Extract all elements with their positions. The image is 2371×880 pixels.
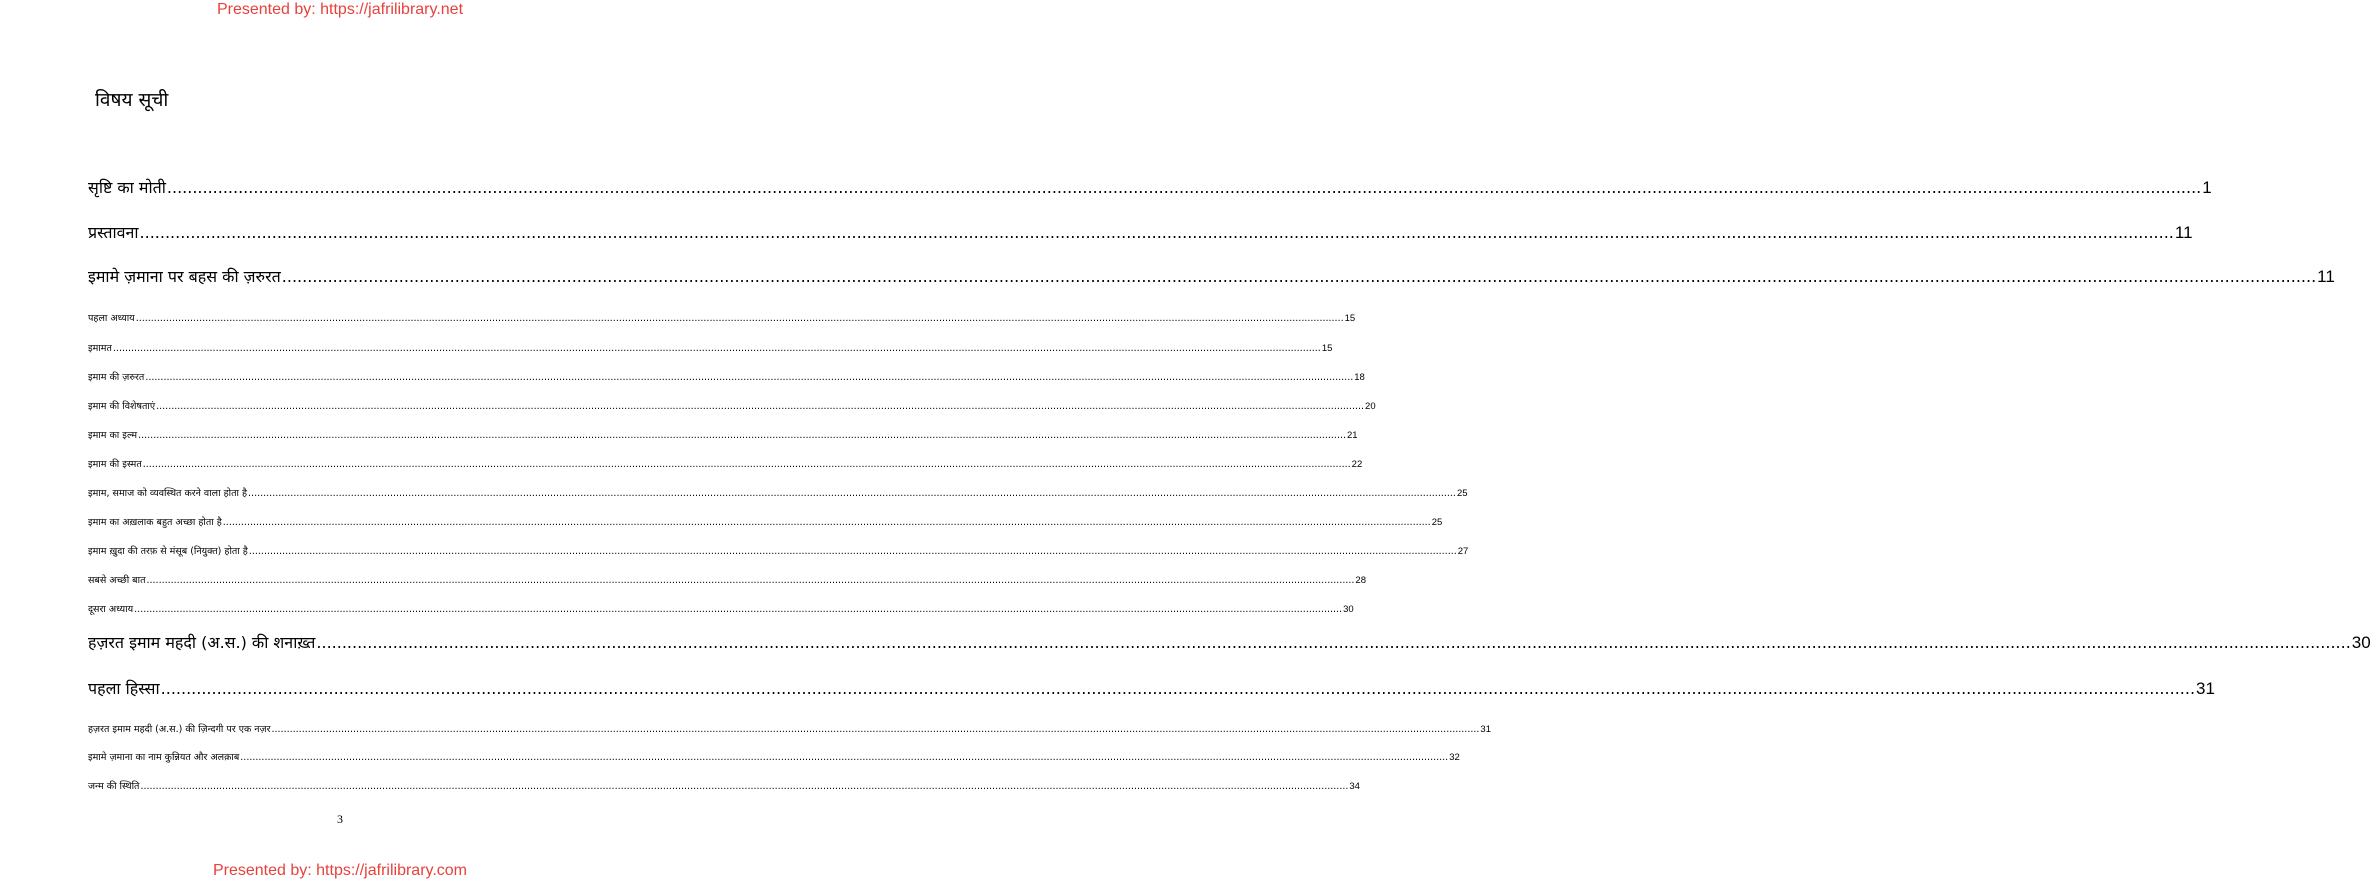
- toc-leader-dots: ................................................................................................................................................................................................................................................................................................................................................................................................................: [145, 372, 1354, 383]
- toc-entry: [88, 515, 1443, 528]
- toc-entry-page: 1: [2202, 178, 2212, 197]
- watermark-bottom: Presented by: https://jafrilibrary.com: [212, 862, 468, 879]
- toc-entry-page: 28: [1355, 575, 1366, 586]
- toc-entry: [88, 311, 1356, 324]
- toc-leader-dots: ................................................................................................................................................................................................................................................................................................................................................................................................................: [138, 430, 1347, 441]
- toc-entry-title: इमामे ज़माना पर बहस की ज़रुरत: [88, 267, 281, 286]
- toc-leader-dots: ................................................................................................................................................................................................................................................................................................................................................................................................................: [142, 459, 1351, 470]
- toc-entry-page: 27: [1457, 546, 1469, 557]
- toc-entry-title: इमाम की इस्मत: [88, 459, 142, 470]
- toc-entry-page: 22: [1351, 459, 1363, 470]
- toc-entry: [88, 722, 1491, 735]
- toc-entry-title: इमाम की विशेषताएं: [88, 401, 156, 412]
- toc-leader-dots: ................................................................................................................................................................................................................................................................................................................................................................................................................: [248, 488, 1456, 499]
- toc-entry: [88, 779, 1360, 792]
- toc-entry-title: पहला हिस्सा: [88, 679, 160, 698]
- toc-entry: [88, 341, 1333, 354]
- toc-entry: [88, 750, 1460, 763]
- toc-entry-page: 32: [1449, 752, 1460, 763]
- toc-leader-dots: ................................................................................................................................................................................................................................................................................................................................................................................................................: [281, 267, 2317, 286]
- toc-entry-page: 31: [2196, 679, 2215, 698]
- toc-entry-title: पहला अध्याय: [88, 313, 135, 324]
- toc-entry-page: 18: [1354, 372, 1365, 383]
- toc-entry-page: 15: [1321, 343, 1333, 354]
- toc-leader-dots: ................................................................................................................................................................................................................................................................................................................................................................................................................: [139, 223, 2174, 242]
- toc-leader-dots: ................................................................................................................................................................................................................................................................................................................................................................................................................: [240, 752, 1449, 763]
- toc-entry-title: इमाम का इल्म: [88, 430, 138, 441]
- toc-entry-title: दूसरा अध्याय: [88, 604, 134, 615]
- toc-entry-title: इमाम, समाज को व्यवस्थित करने वाला होता है: [88, 488, 248, 499]
- toc-entry-title: इमाम की ज़रुरत: [88, 372, 145, 383]
- toc-entry-page: 31: [1480, 724, 1491, 735]
- toc-entry-title: हज़रत इमाम महदी (अ.स.) की शनाख़्त: [88, 633, 316, 652]
- toc-entry-title: प्रस्तावना: [88, 223, 139, 242]
- toc-entry: [88, 428, 1358, 441]
- toc-entry-page: 25: [1431, 517, 1443, 528]
- toc-entry-title: सृष्टि का मोती: [88, 178, 166, 197]
- toc-entry: [88, 265, 2335, 287]
- toc-entry: [88, 544, 1469, 557]
- toc-leader-dots: ................................................................................................................................................................................................................................................................................................................................................................................................................: [160, 679, 2196, 698]
- page-number: 3: [337, 812, 343, 826]
- toc-leader-dots: ................................................................................................................................................................................................................................................................................................................................................................................................................: [316, 633, 2351, 652]
- toc-entry-page: 21: [1347, 430, 1358, 441]
- toc-title: विषय सूची: [95, 89, 169, 111]
- toc-leader-dots: ................................................................................................................................................................................................................................................................................................................................................................................................................: [271, 724, 1480, 735]
- toc-leader-dots: ................................................................................................................................................................................................................................................................................................................................................................................................................: [166, 178, 2202, 197]
- toc-entry-title: इमामे ज़माना का नाम कुन्नियत और अलक़ाब: [88, 752, 240, 763]
- toc-leader-dots: ................................................................................................................................................................................................................................................................................................................................................................................................................: [135, 313, 1344, 324]
- toc-entry: [88, 602, 1354, 615]
- toc-entry: [88, 677, 2215, 699]
- toc-leader-dots: ................................................................................................................................................................................................................................................................................................................................................................................................................: [156, 401, 1365, 412]
- toc-entry-title: इमाम का अख़लाक बहुत अच्छा होता है: [88, 517, 222, 528]
- toc-entry: [88, 573, 1366, 586]
- toc-entry: [88, 486, 1468, 499]
- watermark-top: Presented by: https://jafrilibrary.net: [216, 1, 464, 18]
- toc-entry-page: 25: [1456, 488, 1468, 499]
- toc-leader-dots: ................................................................................................................................................................................................................................................................................................................................................................................................................: [248, 546, 1457, 557]
- toc-entry-title: इमामत: [88, 343, 112, 354]
- toc-entry: [88, 457, 1363, 470]
- toc-entry-page: 11: [2317, 267, 2335, 286]
- toc-entry-title: इमाम ख़ुदा की तरफ़ से मंसूब (नियुक्त) होता है: [88, 546, 248, 557]
- toc-entry-title: हज़रत इमाम महदी (अ.स.) की ज़िन्दगी पर एक नज़र: [88, 724, 271, 735]
- toc-entry: [88, 176, 2212, 198]
- toc-entry-page: 15: [1344, 313, 1356, 324]
- toc-entry-title: जन्म की स्थिति: [88, 781, 140, 792]
- toc-leader-dots: ................................................................................................................................................................................................................................................................................................................................................................................................................: [222, 517, 1431, 528]
- toc-entry-page: 34: [1349, 781, 1360, 792]
- toc-leader-dots: ................................................................................................................................................................................................................................................................................................................................................................................................................: [146, 575, 1355, 586]
- toc-entry: [88, 221, 2193, 243]
- toc-leader-dots: ................................................................................................................................................................................................................................................................................................................................................................................................................: [112, 343, 1321, 354]
- toc-entry-title: सबसे अच्छी बात: [88, 575, 146, 586]
- toc-entry: [88, 399, 1376, 412]
- toc-entry-page: 30: [1343, 604, 1354, 615]
- toc-leader-dots: ................................................................................................................................................................................................................................................................................................................................................................................................................: [134, 604, 1343, 615]
- toc-entry: [88, 370, 1365, 383]
- toc-entry-page: 11: [2174, 223, 2193, 242]
- toc-entry: [88, 631, 2371, 653]
- toc-entry-page: 30: [2351, 633, 2371, 652]
- toc-entry-page: 20: [1365, 401, 1376, 412]
- toc-leader-dots: ................................................................................................................................................................................................................................................................................................................................................................................................................: [140, 781, 1349, 792]
